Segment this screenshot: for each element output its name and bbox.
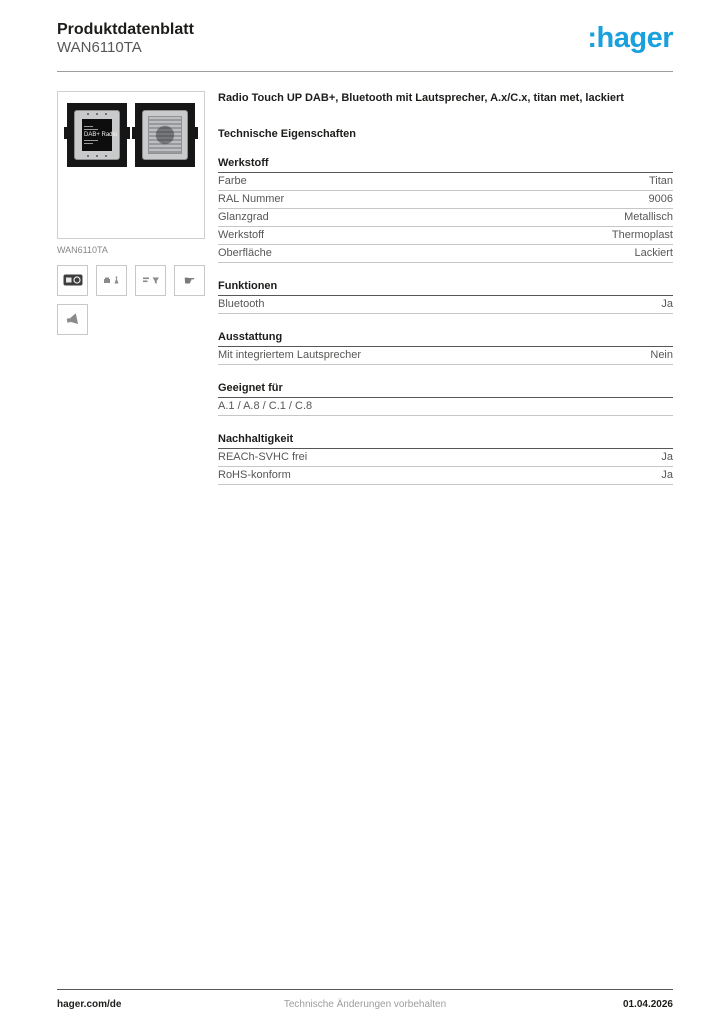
spec-row xyxy=(218,227,673,245)
section-rows xyxy=(218,296,673,314)
footer-notice: Technische Änderungen vorbehalten xyxy=(283,999,447,1010)
radio-display xyxy=(82,119,118,151)
spec-row xyxy=(218,245,673,263)
feature-icon-grid xyxy=(57,265,205,335)
speaker-accessory-icon xyxy=(103,274,121,286)
section-heading: Nachhaltigkeit xyxy=(218,433,673,449)
spec-row xyxy=(218,347,673,365)
radio-module-icon xyxy=(63,274,83,286)
product-render xyxy=(58,98,204,172)
speaker-cover xyxy=(142,110,188,160)
spec-label: Bluetooth xyxy=(218,298,265,311)
spec-value: Nein xyxy=(650,349,673,362)
section-heading: Funktionen xyxy=(218,280,673,296)
right-column xyxy=(218,91,673,485)
product-reference: WAN6110TA xyxy=(57,39,142,57)
feature-icon-box xyxy=(57,265,88,296)
spec-value: 9006 xyxy=(648,193,673,206)
spec-section xyxy=(218,433,673,485)
radio-display-text: DAB+ Radio xyxy=(84,131,118,138)
section-rows xyxy=(218,347,673,365)
filter-controls-icon xyxy=(142,274,160,286)
footer-website-link[interactable]: hager.com/de xyxy=(57,999,122,1010)
section-heading: Werkstoff xyxy=(218,157,673,173)
spec-section xyxy=(218,382,673,416)
footer-date: 01.04.2026 xyxy=(622,999,673,1010)
radio-cover xyxy=(74,110,120,160)
spec-label: RAL Nummer xyxy=(218,193,285,206)
touch-controls-top xyxy=(75,113,119,115)
feature-icon-box xyxy=(96,265,127,296)
main-content xyxy=(0,72,724,485)
section-rows xyxy=(218,398,673,416)
spec-row xyxy=(218,173,673,191)
spec-label: Werkstoff xyxy=(218,229,265,242)
spec-row xyxy=(218,467,673,485)
speaker-module-render xyxy=(131,98,199,172)
spec-section xyxy=(218,280,673,314)
spec-row xyxy=(218,449,673,467)
spec-label: Glanzgrad xyxy=(218,211,269,224)
spec-label: RoHS-konform xyxy=(218,469,291,482)
image-caption: WAN6110TA xyxy=(57,244,108,255)
section-heading: Ausstattung xyxy=(218,331,673,347)
spec-label: Mit integriertem Lautsprecher xyxy=(218,349,362,362)
spec-section xyxy=(218,157,673,263)
document-type-title: Produktdatenblatt xyxy=(57,21,194,38)
product-title: Radio Touch UP DAB+, Bluetooth mit Lautsprecher, A.x/C.x, titan met, lackiert xyxy=(218,91,624,104)
spec-sections xyxy=(218,157,673,485)
spec-value: Ja xyxy=(661,451,673,464)
spec-section xyxy=(218,331,673,365)
spec-value: Lackiert xyxy=(634,247,673,260)
spec-value: Thermoplast xyxy=(611,229,673,242)
feature-icon-box xyxy=(135,265,166,296)
page-footer xyxy=(57,989,673,1010)
spec-row xyxy=(218,398,673,416)
spec-row xyxy=(218,209,673,227)
spec-label: Farbe xyxy=(218,175,247,188)
spec-value: Ja xyxy=(661,469,673,482)
spec-label: Oberfläche xyxy=(218,247,272,260)
hager-logo: :hager xyxy=(587,22,673,54)
spec-value: Metallisch xyxy=(624,211,673,224)
spec-value: Ja xyxy=(661,298,673,311)
touch-controls-bottom xyxy=(75,155,119,157)
spec-row xyxy=(218,296,673,314)
spec-label: A.1 / A.8 / C.1 / C.8 xyxy=(218,400,313,413)
feature-icon-box xyxy=(57,304,88,335)
left-column xyxy=(57,91,205,485)
loudspeaker-icon xyxy=(66,313,80,326)
header-titles xyxy=(57,20,194,58)
page-header xyxy=(0,0,724,58)
spec-value: Titan xyxy=(648,175,673,188)
spec-label: REACh-SVHC frei xyxy=(218,451,308,464)
speaker-grille xyxy=(148,116,182,154)
spec-row xyxy=(218,191,673,209)
section-heading: Geeignet für xyxy=(218,382,673,398)
feature-icon-box xyxy=(174,265,205,296)
tech-properties-heading: Technische Eigenschaften xyxy=(218,128,356,141)
section-rows xyxy=(218,173,673,263)
section-rows xyxy=(218,449,673,485)
radio-module-render xyxy=(63,98,131,172)
product-image xyxy=(57,91,205,239)
touch-gesture-icon: ☛ xyxy=(183,272,196,288)
